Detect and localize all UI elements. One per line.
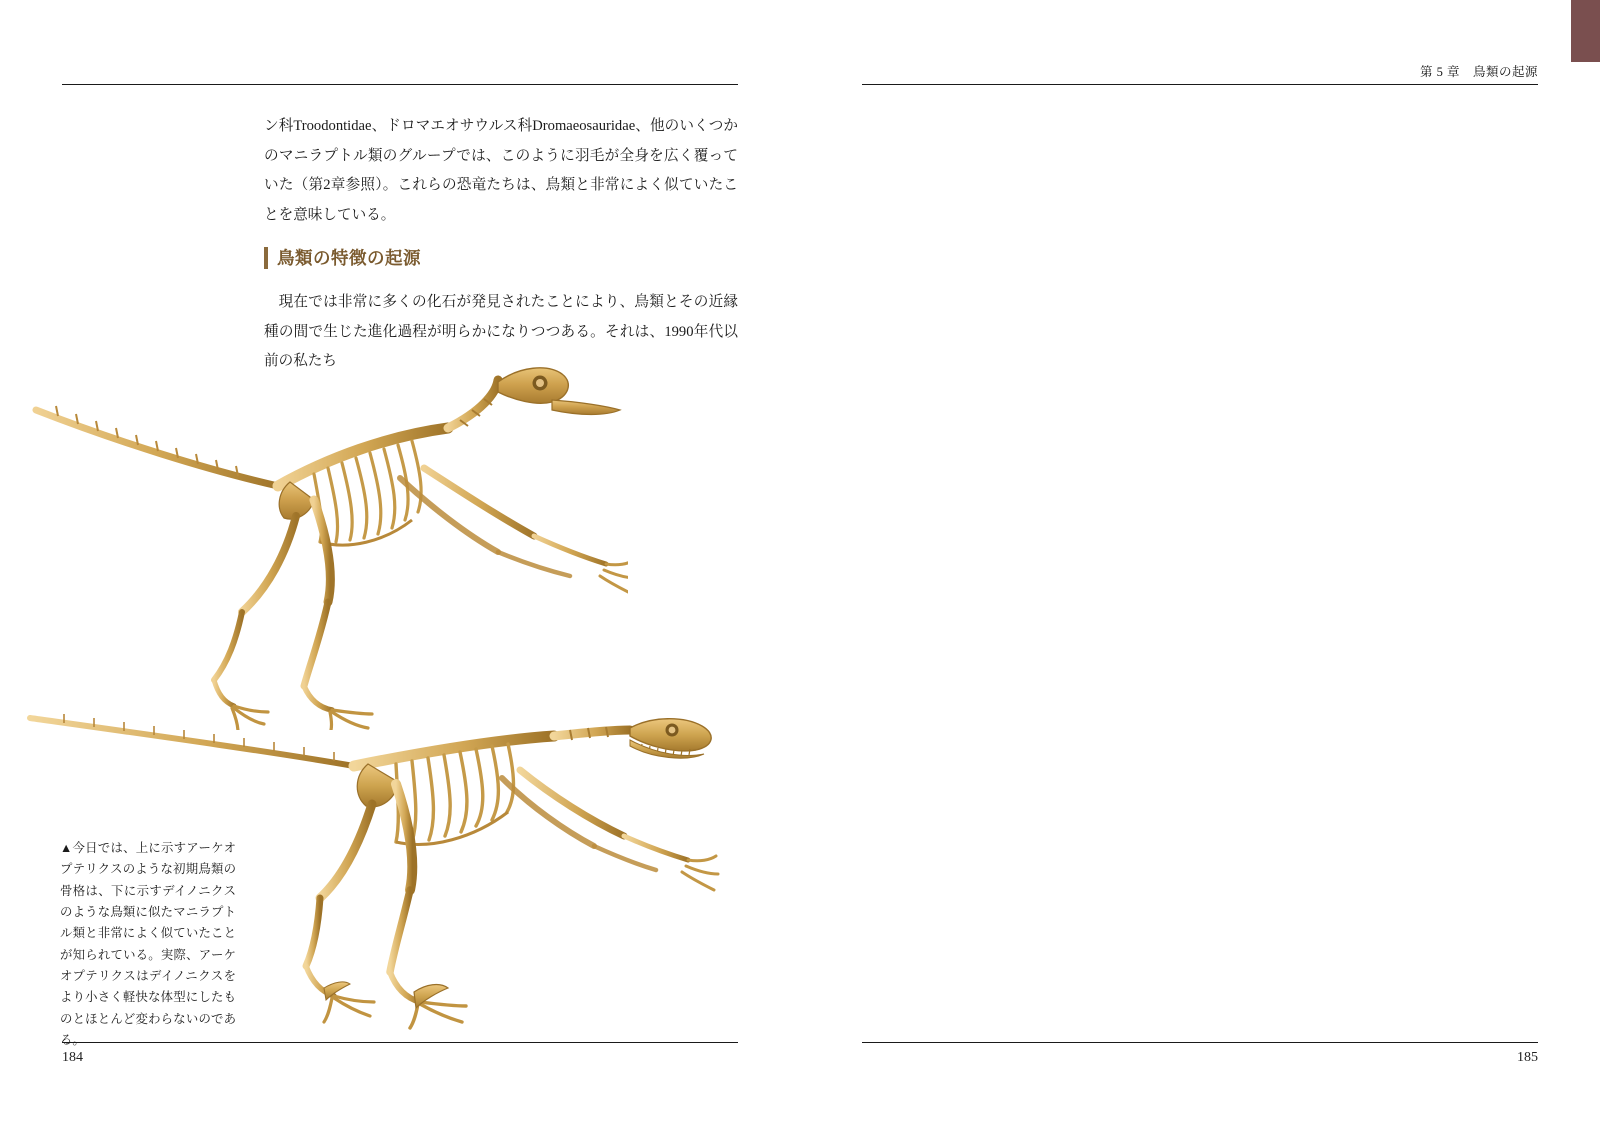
left-page-number: 184 <box>62 1050 83 1065</box>
right-page <box>800 0 1600 1130</box>
left-figure-caption: ▲今日では、上に示すアーケオプテリクスのような初期鳥類の骨格は、下に示すデイノニクスのような鳥類に似たマニラプトル類と非常によく似ていたことが知られている。実際、アーケオプテリクスはデイノニクスをより小さく軽快な体型にしたものとほとんど変わらないのである。 <box>60 841 236 1047</box>
archaeopteryx-skeleton-illustration <box>28 350 628 730</box>
paragraph: ン科Troodontidae、ドロマエオサウルス科Dromaeosauridae、他のいくつかのマニラプトル類のグループでは、このように羽毛が全身を広く覆っていた（第2章参照）。これらの恐竜たちは、鳥類と非常によく似ていたことを意味している。 <box>264 118 738 223</box>
section-heading <box>264 245 421 270</box>
archaeopteryx-skeleton-figure <box>28 350 628 730</box>
right-page-bottom-rule <box>862 1042 1538 1043</box>
right-page-number: 185 <box>1517 1050 1538 1065</box>
paragraph: 現在では非常に多くの化石が発見されたことにより、鳥類とその近縁種の間で生じた進化過程が明らかになりつつある。それは、1990年代以前の私たち <box>264 294 738 370</box>
right-page-top-rule <box>862 84 1538 85</box>
running-head: 第 5 章 鳥類の起源 <box>1419 65 1538 79</box>
heading-accent-bar <box>264 247 268 269</box>
left-page-top-rule <box>62 84 738 85</box>
section-heading-text: 鳥類の特徴の起源 <box>277 248 421 268</box>
left-intro-paragraph <box>264 112 738 231</box>
